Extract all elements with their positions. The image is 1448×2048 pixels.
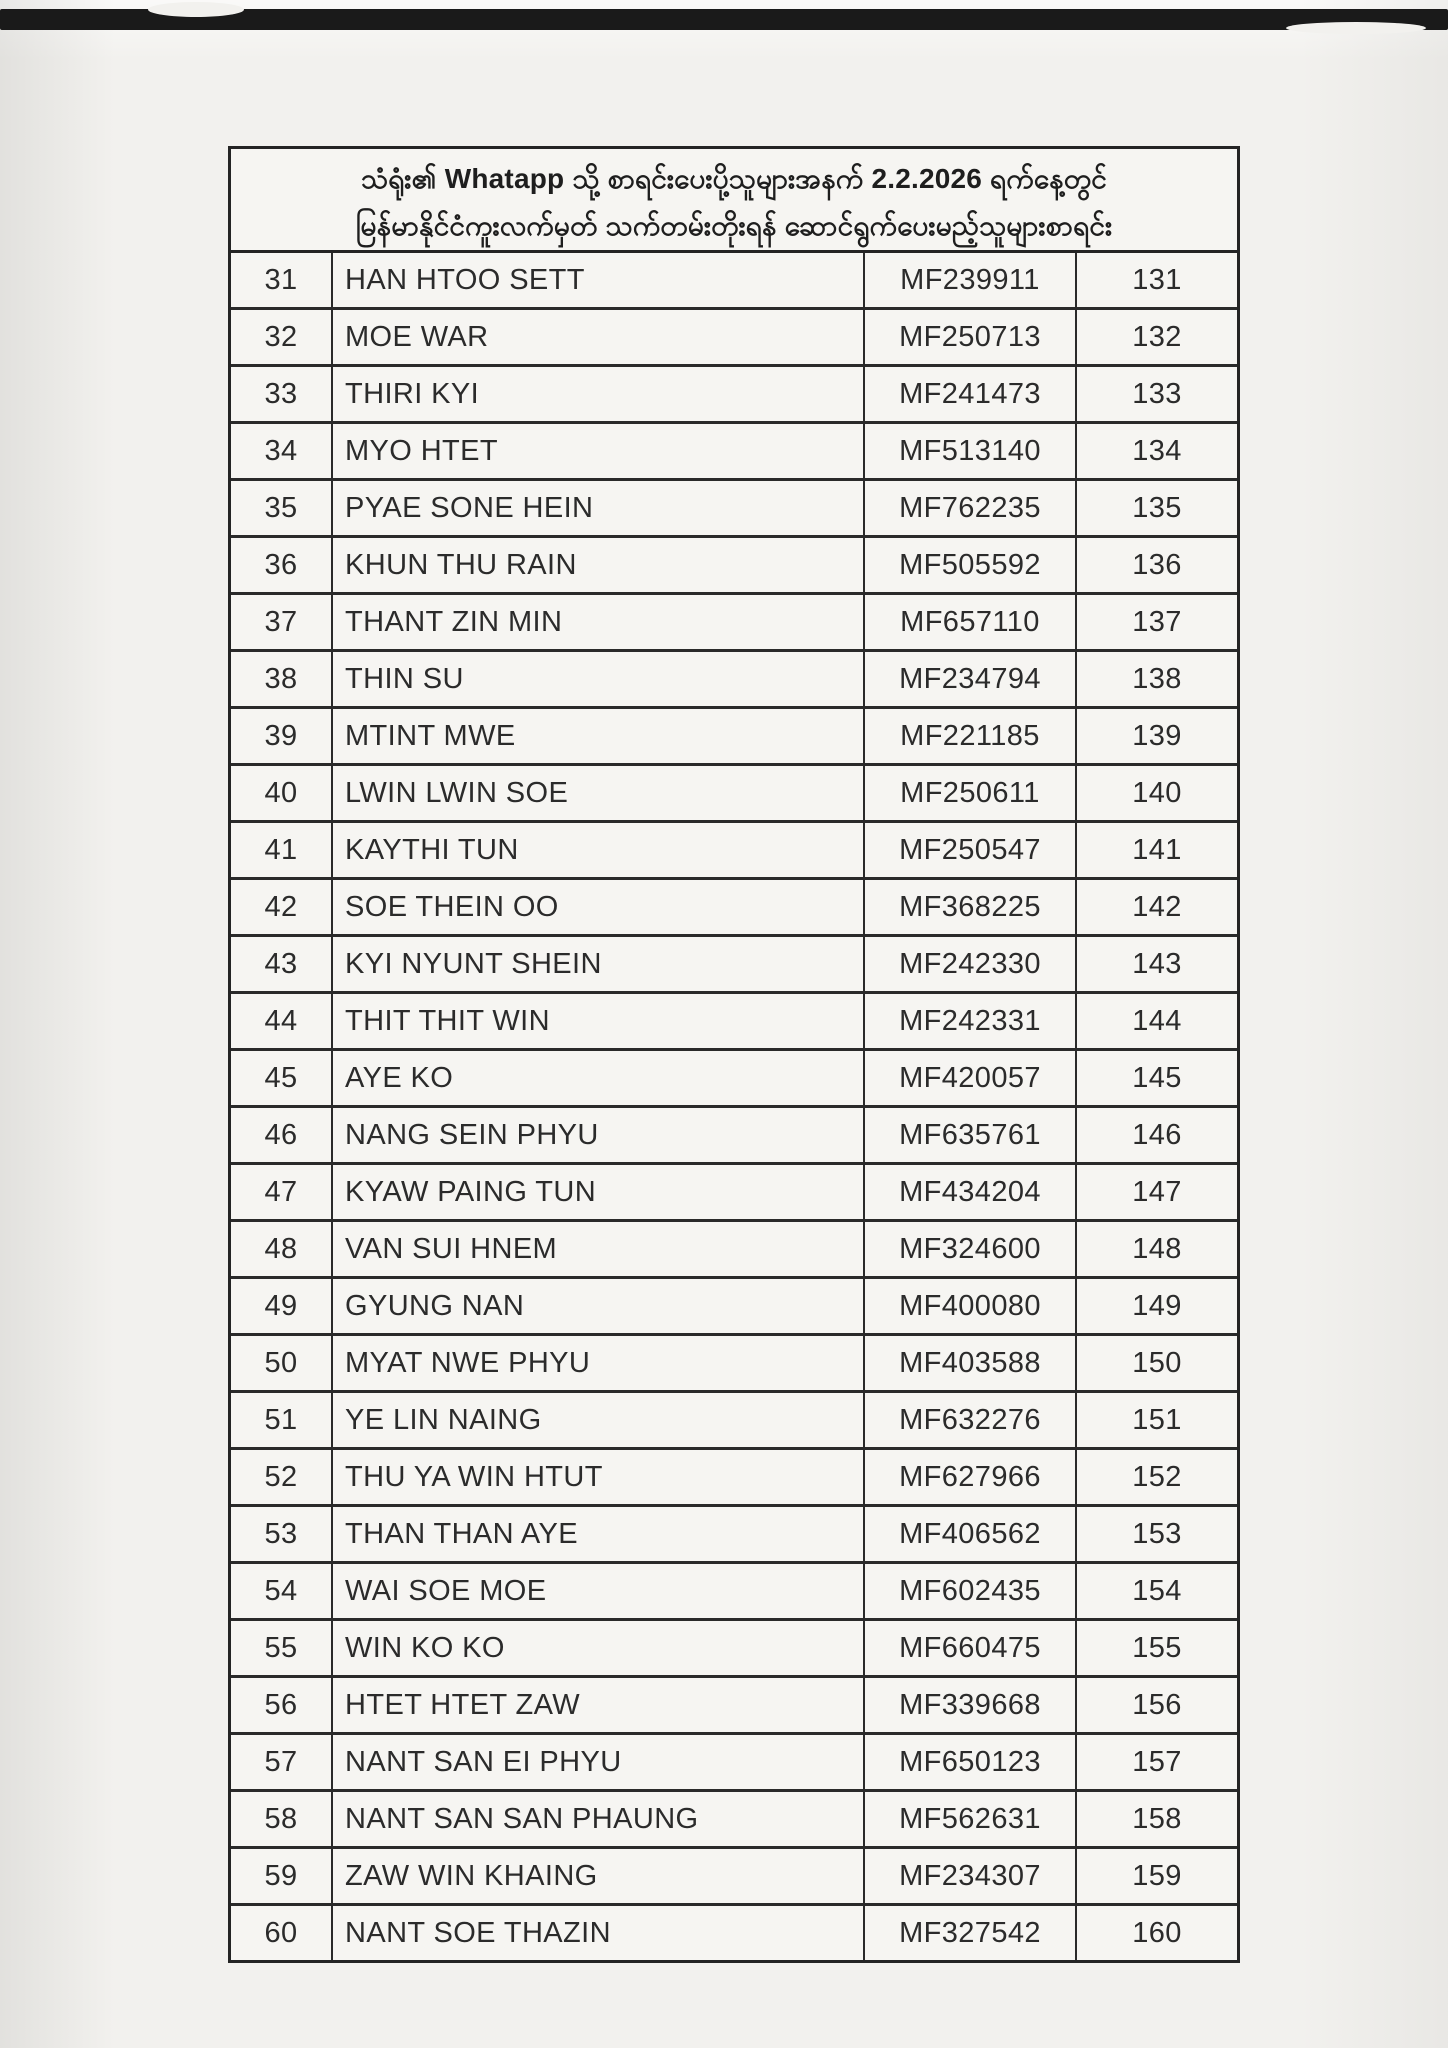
table-row <box>231 1222 1237 1279</box>
name-cell: NANT SAN SAN PHAUNG <box>333 1792 865 1846</box>
table-row <box>231 595 1237 652</box>
scan-artifact-notch <box>148 2 244 17</box>
row-number-cell: 59 <box>231 1849 333 1903</box>
passport-number-cell: MF400080 <box>865 1279 1077 1333</box>
row-number-cell: 32 <box>231 310 333 364</box>
name-cell: THIT THIT WIN <box>333 994 865 1048</box>
passport-number-cell: MF635761 <box>865 1108 1077 1162</box>
serial-number-cell: 160 <box>1132 1917 1182 1949</box>
table-row <box>231 1336 1237 1393</box>
row-number-cell: 41 <box>231 823 333 877</box>
row-number-cell: 45 <box>231 1051 333 1105</box>
name-cell: PYAE SONE HEIN <box>333 481 865 535</box>
row-number-cell: 58 <box>231 1792 333 1846</box>
passport-number-cell: MF505592 <box>865 538 1077 592</box>
serial-number-cell: 138 <box>1132 663 1182 695</box>
table-row <box>231 424 1237 481</box>
serial-number-cell: 131 <box>1132 264 1182 296</box>
passport-number-cell: MF324600 <box>865 1222 1077 1276</box>
serial-number-cell: 157 <box>1132 1746 1182 1778</box>
name-cell: KAYTHI TUN <box>333 823 865 877</box>
row-number-cell: 31 <box>231 253 333 307</box>
name-cell: KYI NYUNT SHEIN <box>333 937 865 991</box>
table-row <box>231 1393 1237 1450</box>
name-cell: YE LIN NAING <box>333 1393 865 1447</box>
table-row <box>231 538 1237 595</box>
passport-number-cell: MF241473 <box>865 367 1077 421</box>
row-number-cell: 42 <box>231 880 333 934</box>
row-number-cell: 55 <box>231 1621 333 1675</box>
table-row <box>231 880 1237 937</box>
table-row <box>231 1906 1237 1960</box>
serial-number-cell: 159 <box>1132 1860 1182 1892</box>
table-row <box>231 823 1237 880</box>
name-cell: LWIN LWIN SOE <box>333 766 865 820</box>
row-number-cell: 34 <box>231 424 333 478</box>
passport-number-cell: MF434204 <box>865 1165 1077 1219</box>
row-number-cell: 43 <box>231 937 333 991</box>
name-cell: WIN KO KO <box>333 1621 865 1675</box>
serial-number-cell: 151 <box>1132 1404 1182 1436</box>
serial-number-cell: 139 <box>1132 720 1182 752</box>
row-number-cell: 53 <box>231 1507 333 1561</box>
table-row <box>231 1279 1237 1336</box>
row-number-cell: 40 <box>231 766 333 820</box>
name-cell: NANT SOE THAZIN <box>333 1906 865 1960</box>
serial-number-cell: 146 <box>1132 1119 1182 1151</box>
row-number-cell: 39 <box>231 709 333 763</box>
name-cell: NANG SEIN PHYU <box>333 1108 865 1162</box>
passport-number-cell: MF632276 <box>865 1393 1077 1447</box>
name-cell: THIRI KYI <box>333 367 865 421</box>
table-row <box>231 1792 1237 1849</box>
name-cell: WAI SOE MOE <box>333 1564 865 1618</box>
name-cell: THU YA WIN HTUT <box>333 1450 865 1504</box>
table-row <box>231 766 1237 823</box>
name-cell: MTINT MWE <box>333 709 865 763</box>
passport-number-cell: MF242330 <box>865 937 1077 991</box>
table-row <box>231 253 1237 310</box>
name-cell: KHUN THU RAIN <box>333 538 865 592</box>
table-row <box>231 1735 1237 1792</box>
passport-number-cell: MF403588 <box>865 1336 1077 1390</box>
passport-number-cell: MF660475 <box>865 1621 1077 1675</box>
passport-number-cell: MF339668 <box>865 1678 1077 1732</box>
row-number-cell: 38 <box>231 652 333 706</box>
table-row <box>231 367 1237 424</box>
passport-number-cell: MF650123 <box>865 1735 1077 1789</box>
passport-number-cell: MF327542 <box>865 1906 1077 1960</box>
table-caption-box <box>228 146 1240 256</box>
caption-line-2: မြန်မာနိုင်ငံကူးလက်မှတ် သက်တမ်းတိုးရန် ဆောင်ရွက်ပေးမည့်သူများစာရင်း <box>355 210 1113 241</box>
serial-number-cell: 158 <box>1132 1803 1182 1835</box>
table-row <box>231 481 1237 538</box>
serial-number-cell: 154 <box>1132 1575 1182 1607</box>
row-number-cell: 37 <box>231 595 333 649</box>
name-cell: THIN SU <box>333 652 865 706</box>
row-number-cell: 44 <box>231 994 333 1048</box>
row-number-cell: 47 <box>231 1165 333 1219</box>
name-cell: MYO HTET <box>333 424 865 478</box>
row-number-cell: 52 <box>231 1450 333 1504</box>
serial-number-cell: 140 <box>1132 777 1182 809</box>
row-number-cell: 35 <box>231 481 333 535</box>
table-row <box>231 1507 1237 1564</box>
row-number-cell: 60 <box>231 1906 333 1960</box>
row-number-cell: 51 <box>231 1393 333 1447</box>
table-row <box>231 937 1237 994</box>
serial-number-cell: 134 <box>1132 435 1182 467</box>
table-row <box>231 709 1237 766</box>
row-number-cell: 57 <box>231 1735 333 1789</box>
table-row <box>231 1108 1237 1165</box>
passport-renewal-table <box>228 250 1240 1963</box>
passport-number-cell: MF657110 <box>865 595 1077 649</box>
name-cell: THANT ZIN MIN <box>333 595 865 649</box>
name-cell: MOE WAR <box>333 310 865 364</box>
serial-number-cell: 143 <box>1132 948 1182 980</box>
table-row <box>231 652 1237 709</box>
passport-number-cell: MF368225 <box>865 880 1077 934</box>
row-number-cell: 33 <box>231 367 333 421</box>
serial-number-cell: 137 <box>1132 606 1182 638</box>
passport-number-cell: MF762235 <box>865 481 1077 535</box>
name-cell: GYUNG NAN <box>333 1279 865 1333</box>
table-row <box>231 1678 1237 1735</box>
serial-number-cell: 155 <box>1132 1632 1182 1664</box>
passport-number-cell: MF234794 <box>865 652 1077 706</box>
passport-number-cell: MF221185 <box>865 709 1077 763</box>
name-cell: MYAT NWE PHYU <box>333 1336 865 1390</box>
passport-number-cell: MF562631 <box>865 1792 1077 1846</box>
passport-number-cell: MF250713 <box>865 310 1077 364</box>
serial-number-cell: 148 <box>1132 1233 1182 1265</box>
row-number-cell: 36 <box>231 538 333 592</box>
table-row <box>231 1450 1237 1507</box>
table-row <box>231 1165 1237 1222</box>
name-cell: ZAW WIN KHAING <box>333 1849 865 1903</box>
name-cell: NANT SAN EI PHYU <box>333 1735 865 1789</box>
passport-number-cell: MF602435 <box>865 1564 1077 1618</box>
table-row <box>231 994 1237 1051</box>
passport-number-cell: MF250611 <box>865 766 1077 820</box>
table-row <box>231 310 1237 367</box>
passport-number-cell: MF250547 <box>865 823 1077 877</box>
serial-number-cell: 147 <box>1132 1176 1182 1208</box>
table-row <box>231 1051 1237 1108</box>
row-number-cell: 50 <box>231 1336 333 1390</box>
serial-number-cell: 133 <box>1132 378 1182 410</box>
serial-number-cell: 142 <box>1132 891 1182 923</box>
serial-number-cell: 156 <box>1132 1689 1182 1721</box>
name-cell: VAN SUI HNEM <box>333 1222 865 1276</box>
serial-number-cell: 149 <box>1132 1290 1182 1322</box>
scan-artifact-notch <box>1286 22 1426 34</box>
name-cell: SOE THEIN OO <box>333 880 865 934</box>
table-row <box>231 1564 1237 1621</box>
caption-line-1: သံရုံး၏ Whatapp သို့ စာရင်းပေးပို့သူများအနက် 2.2.2026 ရက်နေ့တွင် <box>360 163 1108 194</box>
name-cell: AYE KO <box>333 1051 865 1105</box>
row-number-cell: 46 <box>231 1108 333 1162</box>
name-cell: THAN THAN AYE <box>333 1507 865 1561</box>
name-cell: HAN HTOO SETT <box>333 253 865 307</box>
row-number-cell: 54 <box>231 1564 333 1618</box>
serial-number-cell: 144 <box>1132 1005 1182 1037</box>
scan-edge-artifact <box>0 9 1448 30</box>
serial-number-cell: 152 <box>1132 1461 1182 1493</box>
serial-number-cell: 150 <box>1132 1347 1182 1379</box>
serial-number-cell: 141 <box>1132 834 1182 866</box>
passport-number-cell: MF420057 <box>865 1051 1077 1105</box>
passport-number-cell: MF627966 <box>865 1450 1077 1504</box>
passport-number-cell: MF513140 <box>865 424 1077 478</box>
passport-number-cell: MF234307 <box>865 1849 1077 1903</box>
name-cell: HTET HTET ZAW <box>333 1678 865 1732</box>
serial-number-cell: 145 <box>1132 1062 1182 1094</box>
table-rows <box>231 253 1237 1960</box>
passport-number-cell: MF242331 <box>865 994 1077 1048</box>
row-number-cell: 48 <box>231 1222 333 1276</box>
passport-number-cell: MF406562 <box>865 1507 1077 1561</box>
name-cell: KYAW PAING TUN <box>333 1165 865 1219</box>
serial-number-cell: 132 <box>1132 321 1182 353</box>
table-row <box>231 1621 1237 1678</box>
row-number-cell: 56 <box>231 1678 333 1732</box>
serial-number-cell: 136 <box>1132 549 1182 581</box>
table-row <box>231 1849 1237 1906</box>
passport-number-cell: MF239911 <box>865 253 1077 307</box>
row-number-cell: 49 <box>231 1279 333 1333</box>
serial-number-cell: 153 <box>1132 1518 1182 1550</box>
serial-number-cell: 135 <box>1132 492 1182 524</box>
